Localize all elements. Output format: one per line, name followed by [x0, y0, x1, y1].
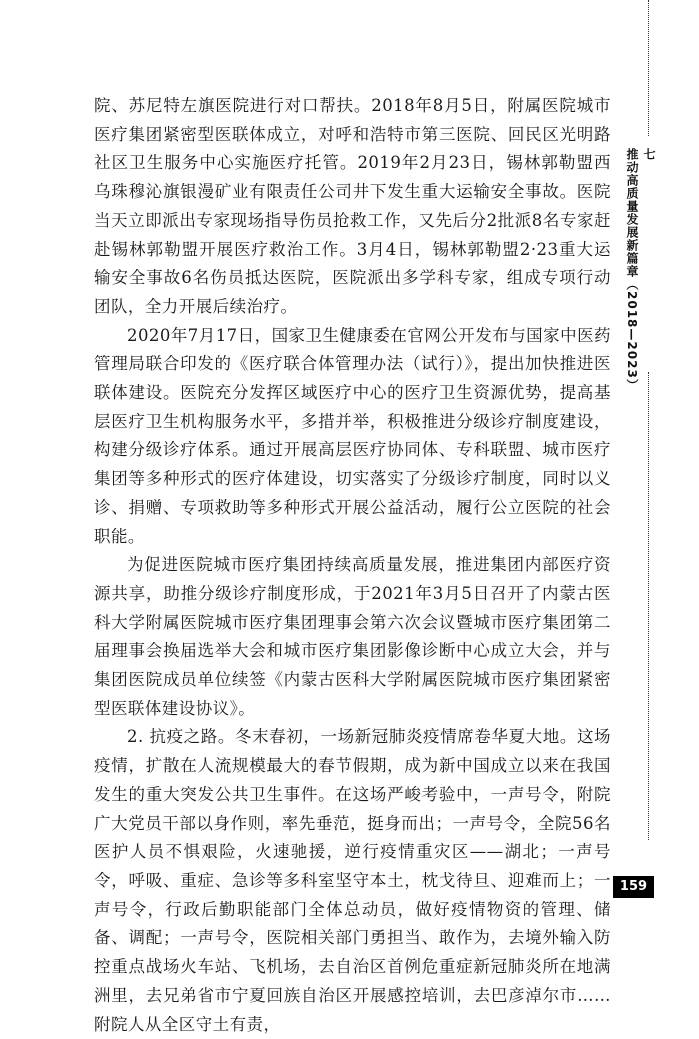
chapter-title: 推动高质量发展新篇章（2018—2023）: [625, 148, 639, 392]
side-dotted-rule-top: [648, 0, 649, 136]
paragraph-1: 院、苏尼特左旗医院进行对口帮扶。2018年8月5日，附属医院城市医疗集团紧密型医联体成立，对呼和浩特市第三医院、回民区光明路社区卫生服务中心实施医疗托管。2019年2月23日，锡林郭勒盟西乌珠穆沁旗银漫矿业有限责任公司井下发生重大运输安全事故。医院当天立即派出专家现场指导伤员抢救工作，又先后分2批派8名专家赶赴锡林郭勒盟开展医疗救治工作。3月4日，锡林郭勒盟2·23重大运输安全事故6名伤员抵达医院，医院派出多学科专家，组成专项行动团队，全力开展后续治疗。: [94, 96, 611, 316]
side-dotted-rule-bottom: [648, 372, 649, 840]
chapter-number: 七: [642, 148, 656, 161]
page-number: 159: [613, 876, 654, 898]
paragraph-2: 2020年7月17日，国家卫生健康委在官网公开发布与国家中医药管理局联合印发的《医疗联合体管理办法（试行）》，提出加快推进医联体建设。医院充分发挥区域医疗中心的医疗卫生资源优势，提高基层医疗卫生机构服务水平，多措并举，积极推进分级诊疗制度建设，构建分级诊疗体系。通过开展高层医疗协同体、专科联盟、城市医疗集团等多种形式的医疗体建设，切实落实了分级诊疗制度，同时以义诊、捐赠、专项救助等多种形式开展公益活动，履行公立医院的社会职能。: [94, 325, 611, 546]
paragraph-3: 为促进医院城市医疗集团持续高质量发展，推进集团内部医疗资源共享，助推分级诊疗制度形成，于2021年3月5日召开了内蒙古医科大学附属医院城市医疗集团理事会第六次会议暨城市医疗集团第二届理事会换届选举大会和城市医疗集团影像诊断中心成立大会，并与集团医院成员单位续签《内蒙古医科大学附属医院城市医疗集团紧密型医联体建设协议》。: [94, 555, 611, 718]
paragraph-4: 2. 抗疫之路。冬末春初，一场新冠肺炎疫情席卷华夏大地。这场疫情，扩散在人流规模最大的春节假期，成为新中国成立以来在我国发生的重大突发公共卫生事件。在这场严峻考验中，一声号令，附院广大党员干部以身作则，率先垂范，挺身而出；一声号令，全院56名医护人员不惧艰险，火速驰援，逆行疫情重灾区——湖北；一声号令，呼吸、重症、急诊等多科室坚守本土，枕戈待旦、迎难而上；一声号令，行政后勤职能部门全体总动员，做好疫情物资的管理、储备、调配；一声号令，医院相关部门勇担当、敢作为，去境外输入防控重点战场火车站、飞机场，去自治区首例危重症新冠肺炎所在地满洲里，去兄弟省市宁夏回族自治区开展感控培训，去巴彦淖尔市……附院人从全区守土有责，: [94, 727, 611, 1034]
chapter-side-label: [625, 148, 658, 392]
page-body: [94, 92, 611, 1039]
